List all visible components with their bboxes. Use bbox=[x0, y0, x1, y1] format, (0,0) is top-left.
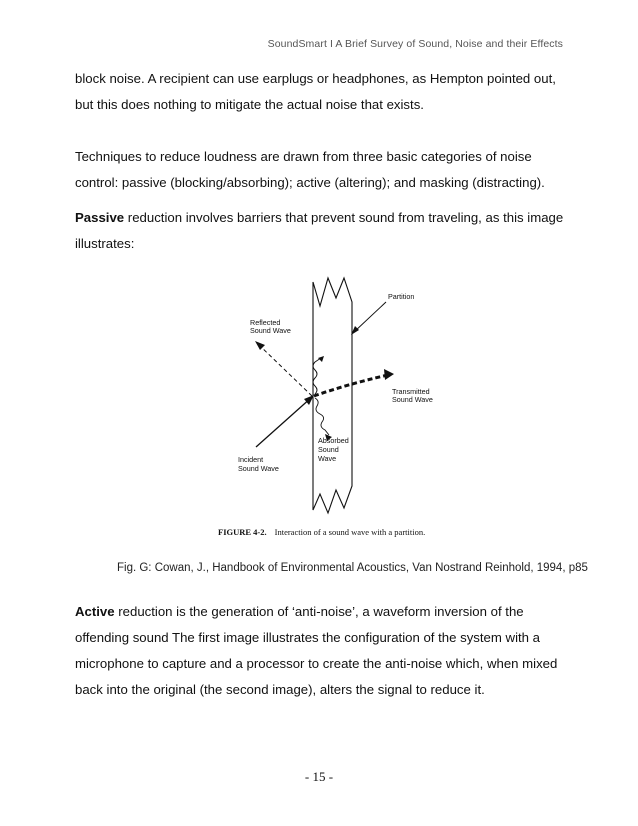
partition-pointer bbox=[354, 302, 386, 332]
page-number: - 15 - bbox=[304, 769, 334, 784]
label-transmitted-2: Sound Wave bbox=[392, 395, 433, 404]
partition-diagram bbox=[218, 272, 433, 544]
figure-title bbox=[218, 527, 425, 537]
passive-description: reduction involves barriers that prevent sound from traveling, as this image illustrates: bbox=[75, 210, 564, 251]
active-description: reduction is the generation of ‘anti-noise’, a waveform inversion of the offending sound The first image illustrates the configuration of the system with a microphone to capture and a processor to create the anti-noise which, when mixed back into the original (the second image), alters the signal to reduce it. bbox=[75, 604, 558, 697]
paragraph-blocking: block noise. A recipient can use earplugs or headphones, as Hempton pointed out, but this does nothing to mitigate the actual noise that exists. bbox=[75, 71, 556, 112]
figure-caption: Fig. G: Cowan, J., Handbook of Environmental Acoustics, Van Nostrand Reinhold, 1994, p85 bbox=[117, 562, 588, 574]
label-transmitted-1: Transmitted bbox=[392, 387, 430, 396]
paragraph-active bbox=[75, 599, 575, 703]
label-reflected-2: Sound Wave bbox=[250, 326, 291, 335]
label-reflected-1: Reflected bbox=[250, 318, 281, 327]
label-absorbed-2: Sound bbox=[318, 445, 339, 454]
reflected-wave bbox=[258, 344, 312, 396]
figure-title-text: Interaction of a sound wave with a partition. bbox=[274, 527, 426, 537]
label-partition: Partition bbox=[388, 292, 415, 301]
active-term: Active bbox=[75, 604, 115, 619]
paragraph-techniques: Techniques to reduce loudness are drawn from three basic categories of noise control: passive (blocking/absorbing); active (altering); and masking (distracting). bbox=[75, 149, 545, 190]
label-incident-2: Sound Wave bbox=[238, 464, 279, 473]
figure-number: FIGURE 4-2. bbox=[218, 527, 267, 537]
label-incident-1: Incident bbox=[238, 455, 264, 464]
paragraph-passive bbox=[75, 205, 575, 257]
passive-term: Passive bbox=[75, 210, 125, 225]
label-absorbed-1: Absorbed bbox=[318, 436, 349, 445]
label-absorbed-3: Wave bbox=[318, 454, 337, 463]
running-header: SoundSmart I A Brief Survey of Sound, Noise and their Effects bbox=[267, 38, 563, 50]
transmitted-arrowhead bbox=[384, 369, 394, 380]
incident-wave bbox=[256, 397, 312, 447]
reflected-arrowhead bbox=[255, 341, 265, 350]
